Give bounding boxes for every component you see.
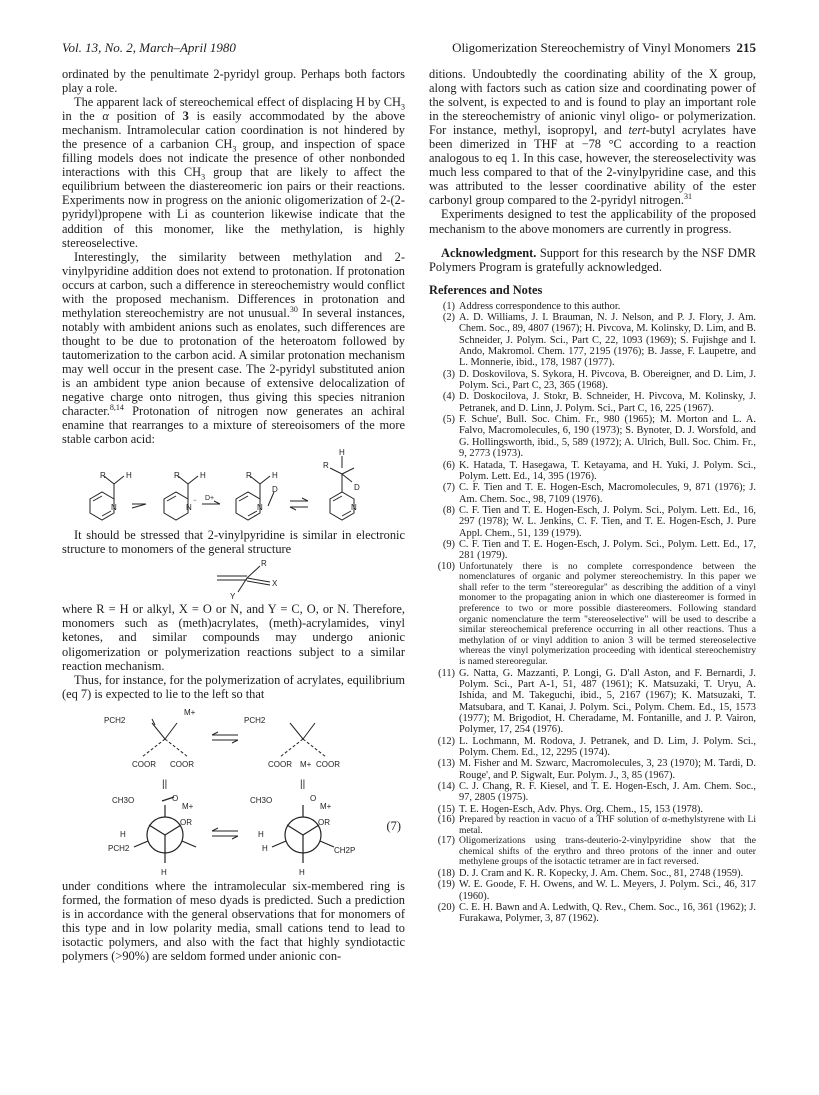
left-column: [62, 67, 405, 963]
svg-text:N: N: [111, 503, 117, 513]
svg-text:D: D: [272, 485, 278, 495]
reference-number: (12): [437, 735, 455, 747]
svg-text:COOR: COOR: [170, 759, 194, 769]
svg-text:PCH2: PCH2: [104, 715, 126, 725]
equation-7-graphic: [62, 701, 405, 879]
paragraph: ordinated by the penultimate 2-pyridyl group. Perhaps both factors play a role.: [62, 67, 405, 96]
svg-text:−: −: [193, 498, 197, 505]
svg-text:M+: M+: [300, 759, 312, 769]
reference-text: C. J. Chang, R. F. Kiesel, and T. E. Hogen-Esch, J. Am. Chem. Soc., 97, 2805 (1975).: [459, 780, 756, 804]
reference-number: (20): [437, 902, 455, 914]
svg-text:OR: OR: [180, 817, 192, 827]
paragraph: Experiments designed to test the applicability of the proposed mechanism to the above monomers are currently in progress.: [429, 207, 756, 236]
reference-text: D. Doskovilova, S. Sykora, H. Pivcova, B. Obereigner, and D. Lim, J. Polym. Sci., Part C, 23, 365 (1968).: [459, 368, 756, 392]
reference-number: (17): [437, 835, 455, 847]
reference-text: A. D. Williams, J. I. Brauman, N. J. Nelson, and P. J. Flory, J. Am. Chem. Soc., 89, 4807 (1967); H. Pivcova, M. Kolinsky, D. Lim, and B. Schneider, J. Polym. Sci., Part C, 22, 1093 (1969); S. Fujishge and I. Ando, Makromol. Chem. 177, 2195 (1976); B. Jasse, F. Laupetre, and L. Monnerie, ibid., 178, 1987 (1977).: [459, 312, 756, 369]
svg-text:M+: M+: [320, 801, 332, 811]
reference-text: Address correspondence to this author.: [459, 300, 621, 312]
reference-number: (15): [437, 803, 455, 815]
paragraph: under conditions where the intramolecular six-membered ring is formed, the formation of meso dyads is predicted. Such a prediction is in accordance with the general observations that for monomers of this type and in low polarity media, small cations tend to lead to isotactic polymers, and also with the fact that highly syndiotactic polymers (>90%) are seldom formed under anionic con-: [62, 878, 405, 963]
svg-text:||: ||: [162, 778, 168, 790]
reference-number: (10): [437, 560, 455, 572]
reference-text: M. Fisher and M. Szwarc, Macromolecules, 3, 23 (1970); M. Tardi, D. Rouge', and P. Sigwalt, Eur. Polym. J., 3, 85 (1967).: [459, 758, 756, 781]
svg-text:R: R: [174, 471, 180, 481]
reference-item: [429, 369, 756, 392]
svg-text:||: ||: [300, 778, 306, 790]
svg-text:H: H: [339, 448, 345, 458]
svg-text:R: R: [100, 471, 106, 481]
reference-item: [429, 505, 756, 539]
reference-item: [429, 781, 756, 804]
reference-item: [429, 391, 756, 414]
svg-text:R: R: [261, 559, 267, 569]
reference-number: (19): [437, 879, 455, 891]
reference-number: (7): [442, 482, 455, 494]
equation-number: (7): [386, 818, 401, 833]
svg-text:H: H: [200, 471, 206, 481]
reference-item: [429, 736, 756, 759]
reference-text: W. E. Goode, F. H. Owens, and W. L. Meyers, J. Polym. Sci., 46, 317 (1960).: [459, 879, 756, 902]
reference-number: (8): [442, 504, 455, 516]
svg-text:R: R: [323, 461, 329, 471]
right-column: [429, 67, 756, 925]
general-structure: [62, 556, 405, 602]
svg-text:X: X: [272, 579, 278, 589]
reference-number: (13): [437, 758, 455, 770]
svg-text:N: N: [186, 503, 192, 513]
paragraph: The apparent lack of stereochemical effect of displacing H by $CH_3$ in the α position of 3 is easily accommodated by the above mechanism. Intramolecular cation coordination is not hindered by the presence of a carbanion $CH_3$ group, and inspection of space filling models does not indicate the presence of other nonbonded interactions with this $CH_3$ group that are likely to affect the equilibrium between the diastereomeric ion pairs or their reactions. Experiments now in progress on the anionic oligomerization of 2-(2-pyridyl)propene with Li as counterion likewise indicate that the addition of this monomer, like the methylation, is highly stereoselective.: [62, 95, 405, 250]
svg-text:PCH2: PCH2: [108, 843, 130, 853]
svg-text:H: H: [258, 829, 264, 839]
svg-text:O: O: [310, 793, 317, 803]
svg-text:N: N: [257, 503, 263, 513]
acknowledgment: [429, 246, 756, 274]
svg-text:CH3O: CH3O: [112, 795, 135, 805]
reference-number: (6): [442, 459, 455, 471]
svg-text:H: H: [299, 867, 305, 877]
running-title-block: [452, 40, 756, 56]
references-heading: References and Notes: [429, 282, 543, 297]
svg-text:Y: Y: [230, 592, 236, 602]
reference-text: D. Doskocilova, J. Stokr, B. Schneider, H. Pivcova, M. Kolinsky, J. Petranek, and D. Linn, J. Polym. Sci., Part C, 16, 225 (1967).: [459, 391, 756, 414]
svg-text:COOR: COOR: [132, 759, 156, 769]
reference-number: (16): [437, 814, 455, 826]
reference-item: [429, 482, 756, 505]
reference-text: Oligomerizations using trans-deuterio-2-vinylpyridine show that the chemical shifts of the erythro and threo protons of the inner and outer methylene groups of the isotactic tetramer are in fact reversed.: [459, 835, 756, 868]
paragraph: It should be stressed that 2-vinylpyridine is similar in electronic structure to monomers of the general structure: [62, 528, 405, 557]
equation-7-scheme: [62, 701, 405, 879]
paragraph: Thus, for instance, for the polymerization of acrylates, equilibrium (eq 7) is expected to lie to the left so that: [62, 672, 405, 701]
reference-text: D. J. Cram and K. R. Kopecky, J. Am. Chem. Soc., 81, 2748 (1959).: [459, 867, 744, 879]
svg-text:O: O: [172, 793, 179, 803]
reference-number: (9): [442, 538, 455, 550]
reference-item: [429, 414, 756, 459]
running-title: Oligomerization Stereochemistry of Vinyl Monomers: [452, 40, 731, 55]
reference-number: (4): [442, 391, 455, 403]
svg-text:H: H: [120, 829, 126, 839]
svg-text:M+: M+: [184, 707, 196, 717]
reference-number: (18): [437, 867, 455, 879]
svg-text:N: N: [351, 503, 357, 513]
reference-text: T. E. Hogen-Esch, Adv. Phys. Org. Chem., 15, 153 (1978).: [459, 803, 703, 815]
svg-text:H: H: [161, 867, 167, 877]
reference-text: K. Hatada, T. Hasegawa, T. Ketayama, and H. Yuki, J. Polym. Sci., Polym. Lett. Ed., 14, 395 (1976).: [459, 459, 756, 482]
reference-item: [429, 539, 756, 562]
reference-item: [429, 836, 756, 868]
reference-item: [429, 562, 756, 668]
reference-text: Unfortunately there is no complete correspondence between the nomenclatures of organic and polymer stereochemistry. In this paper we shall refer to the term "stereoregular" as describing the addition of a vinyl monomer to the propagating anion in which one diastereomer is formed in preference to two or more possible diastereomers. Following standard organic nomenclature the term "stereoselective" will be used to describe a similar stereochemical preference occurring in all other reactions. Thus a methylation of or vinyl addition to anion 3 will be termed stereoselective whereas the vinyl polymerization proceeding with identical stereochemistry is named stereoregular.: [459, 560, 756, 667]
acknowledgment-text: Support for this research by the NSF DMR Polymers Program is gratefully acknowledged.: [429, 245, 756, 274]
reference-number: (11): [438, 667, 455, 679]
reference-text: C. F. Tien and T. E. Hogen-Esch, J. Polym. Sci., Polym. Lett. Ed., 17, 281 (1979).: [459, 538, 756, 562]
svg-text:PCH2: PCH2: [244, 715, 266, 725]
reference-item: [429, 668, 756, 736]
reference-item: [429, 815, 756, 836]
reference-item: [429, 460, 756, 483]
svg-text:D+: D+: [205, 495, 215, 503]
reference-number: (14): [437, 780, 455, 792]
acknowledgment-title: Acknowledgment.: [441, 245, 537, 260]
reference-text: Prepared by reaction in vacuo of a THF solution of α-methylstyrene with Li metal.: [459, 814, 756, 836]
reference-item: [429, 868, 756, 879]
svg-text:H: H: [272, 471, 278, 481]
svg-text:D: D: [354, 483, 360, 493]
reference-item: [429, 902, 756, 925]
svg-text:CH3O: CH3O: [250, 795, 273, 805]
deuteration-scheme: [62, 446, 405, 528]
reference-text: C. F. Tien and T. E. Hogen-Esch, Macromolecules, 9, 871 (1976); J. Am. Chem. Soc., 98, 7109 (1976).: [459, 482, 756, 505]
svg-text:H: H: [126, 471, 132, 481]
reference-text: C. E. H. Bawn and A. Ledwith, Q. Rev., Chem. Soc., 16, 361 (1962); J. Furakawa, Polymer, 3, 87 (1962).: [459, 902, 756, 925]
journal-issue: Vol. 13, No. 2, March–April 1980: [62, 40, 236, 55]
page-number: 215: [736, 40, 756, 55]
reference-text: C. F. Tien and T. E. Hogen-Esch, J. Polym. Sci., Polym. Lett. Ed., 16, 297 (1978); W. L. Jenkins, C. F. Tien, and T. E. Hogen-Esch, J. Pure Appl. Chem., 51, 139 (1979).: [459, 504, 756, 539]
svg-text:COOR: COOR: [268, 759, 292, 769]
reference-text: G. Natta, G. Mazzanti, P. Longi, G. D'all Aston, and F. Bernardi, J. Polym. Sci., Part A-1, 51, 487 (1961); K. Matsuzaki, T. Uryu, A. Ishida, and M. Takeguchi, ibid., 5, 2167 (1967); K. Matsuzaki, T. Matsubara, and T. Kanai, J. Polym. Sci., Polym. Chem. Ed., 15, 1573 (1977); M. Brigodiot, H. Cheradame, M. Fontanille, and J. P. Vairon, Polymer, 17, 254 (1976).: [459, 667, 756, 736]
reference-text: F. Schue', Bull. Soc. Chim. Fr., 980 (1965); M. Morton and L. A. Falvo, Macromolecules, 6, 190 (1973); S. Bynoter, D. J. Worsfold, and G. Hollingsworth, ibid., 5, 589 (1972); A. Ulrich, Bull. Soc. Chim. Fr., 9, 2773 (1973).: [459, 414, 756, 460]
reference-text: L. Lochmann, M. Rodova, J. Petranek, and D. Lim, J. Polym. Sci., Polym. Chem. Ed., 12, 2295 (1974).: [459, 735, 756, 758]
svg-text:R: R: [246, 471, 252, 481]
svg-text:COOR: COOR: [316, 759, 340, 769]
svg-text:CH2P: CH2P: [334, 845, 356, 855]
reference-number: (2): [442, 312, 455, 324]
svg-text:M+: M+: [182, 801, 194, 811]
reference-item: [429, 312, 756, 369]
running-header: [62, 40, 756, 58]
reference-number: (3): [442, 368, 455, 380]
reference-number: (5): [442, 414, 455, 426]
reference-item: [429, 879, 756, 902]
svg-text:H: H: [262, 843, 268, 853]
paragraph: where R = H or alkyl, X = O or N, and Y = C, O, or N. Therefore, monomers such as (meth)acrylates, (meth)-acrylamides, vinyl ketones, and similar compounds may undergo anionic oligomerization or polymerization reactions subject to a similar reaction mechanism.: [62, 602, 405, 673]
svg-text:OR: OR: [318, 817, 330, 827]
reference-number: (1): [442, 300, 455, 312]
reference-list: [429, 301, 756, 925]
paragraph: Interestingly, the similarity between methylation and 2-vinylpyridine addition does not extend to protonation. If protonation occurs at carbon, such a difference in stereochemistry would conflict with the proposed mechanism. Differences in protonation and methylation stereochemistry are not unusual.$^{30}$ In several instances, notably with ambident anions such as enolates, such differences are thought to be due to protonation of the heteroatom followed by tautomerization to the carbon acid. A similar protonation mechanism may well occur in the present case. The 2-pyridyl substituted anion is an ambident type anion because of extensive delocalization of negative charge onto nitrogen, thus giving this species nitranion character.$^{8,14}$ Protonation of nitrogen now generates an achiral enamine that rearranges to a mixture of stereoisomers of the more stable carbon acid:: [62, 249, 405, 447]
reference-item: [429, 301, 756, 312]
reference-item: [429, 758, 756, 781]
paragraph: ditions. Undoubtedly the coordinating ability of the X group, along with factors such as cation size and coordinating power of the solvent, is expected to and is found to play an important role in the stereochemistry of anionic vinyl oligo- or polymerization. For instance, methyl, isopropyl, and tert-butyl acrylates have been dimerized in THF at −78 °C according to a reaction analogous to eq 1. In this case, however, the stereoselectivity was much less compared to that of the 2-vinylpyridine case, and this was attributed to the lesser coordinative ability of the ester carbonyl group compared to the 2-pyridyl nitrogen.$^{31}$: [429, 67, 756, 208]
